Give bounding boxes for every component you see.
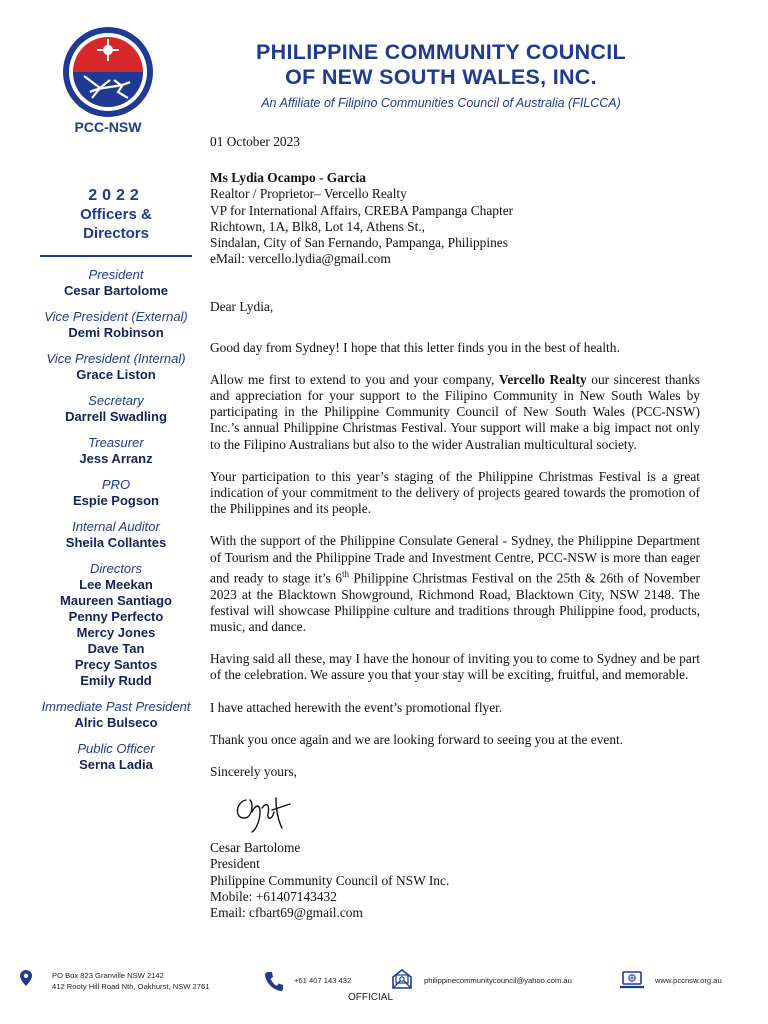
paragraph-flyer: I have attached herewith the event’s promotional flyer. [210,699,503,715]
pcc-nsw-logo [62,26,154,118]
officer-role: Vice President (External) [44,309,188,324]
officer-role: President [88,267,144,282]
paragraph-participation: Your participation to this year’s staging of the Philippine Christmas Festival is a great indication of your commitment to the delivery of projects geared towards the promotion of the Philippines and its people. [210,468,700,517]
officer-group [36,309,196,341]
paragraph-thanks-part-1: Allow me first to extend to you and your company, [210,371,499,387]
officer-name: Darrell Swadling [65,409,167,424]
officer-group [36,561,196,689]
officer-name: Maureen Santiago [60,593,172,608]
logo-caption: PCC-NSW [74,119,142,135]
officer-group [36,741,196,773]
officer-role: Directors [89,561,142,576]
officer-role: Public Officer [77,741,155,756]
recipient-name: Ms Lydia Ocampo - Garcia [210,170,366,186]
officer-group [36,351,196,383]
company-name: Vercello Realty [498,371,587,387]
officer-role: Vice President (Internal) [46,351,186,366]
location-pin-icon [20,970,32,986]
officer-name: Dave Tan [87,641,145,656]
sidebar-divider [40,255,192,257]
officer-name: Alric Bulseco [74,715,158,730]
footer [0,966,768,1024]
footer-official-label: OFFICIAL [348,992,394,1003]
footer-phone: +61 407 143 432 [294,976,352,985]
officer-name: Emily Rudd [80,673,152,688]
officer-group [36,699,196,731]
signatory-organization: Philippine Community Council of NSW Inc. [210,872,450,888]
organization-title [196,40,686,90]
officer-name: Serna Ladia [79,757,153,772]
paragraph-festival-part-1: With the support of the Philippine Consulate General - Sydney, the Philippine Department of Tourism and the Philippine Trade and Investment Centre, PCC-NSW is more than eager and ready to stage it’s 6 [210,533,700,586]
officer-role: Secretary [88,393,144,408]
officer-name: Jess Arranz [79,451,153,466]
closing: Sincerely yours, [210,763,298,779]
officer-name: Mercy Jones [76,625,156,640]
officer-group [36,393,196,425]
letter-body [210,134,700,921]
sidebar-heading-line-2: Directors [83,225,149,242]
recipient-address-line: eMail: vercello.lydia@gmail.com [210,251,391,267]
officer-group [36,519,196,551]
salutation: Dear Lydia, [210,299,274,315]
recipient-address-line: Realtor / Proprietor– Vercello Realty [210,186,407,202]
footer-email: philippinecommunitycouncil@yahoo.com.au [424,976,572,985]
signatory-email: Email: cfbart69@gmail.com [210,904,363,920]
footer-website: www.pccnsw.org.au [655,976,722,985]
paragraph-festival [210,533,700,635]
paragraph-thanks-part-2: our sincerest thanks and appreciation for your support to the Filipino Community in New South Wales by participating in the Philippine Community Council of New South Wales (PCC-NSW) Inc.’s annual Philippine Christmas Festival. Your support will make a big impact not only to the Filipino Australians but also to the wider Australian multicultural society. [210,371,701,452]
signatory-name: Cesar Bartolome [210,840,301,856]
officer-name: Grace Liston [76,367,156,382]
officer-name: Precy Santos [74,657,158,672]
sidebar-year: 2022 [88,187,144,204]
paragraph-festival-part-2: Philippine Christmas Festival on the 25th & 26th of November 2023 at the Blacktown Showground, Richmond Road, Blacktown City, NSW 2148. The festival will showcase Philippine culture and traditions through Philippine food, products, music, and dance. [210,570,700,634]
ordinal-suffix: th [341,568,349,579]
officer-role: Internal Auditor [72,519,160,534]
handwritten-signature [232,790,302,836]
letter-date: 01 October 2023 [210,134,300,149]
sidebar-heading-line-1: Officers & [80,206,152,223]
recipient-address-line: VP for International Affairs, CREBA Pampanga Chapter [210,202,514,218]
officer-role: PRO [101,477,131,492]
sidebar-heading [36,205,196,243]
officer-group [36,477,196,509]
officer-name: Lee Meekan [79,577,153,592]
officer-name: Cesar Bartolome [63,283,169,298]
officer-name: Penny Perfecto [68,609,164,624]
officer-name: Demi Robinson [68,325,164,340]
officer-group [36,435,196,467]
officer-role: Treasurer [88,435,144,450]
officer-role: Immediate Past President [41,699,191,714]
affiliate-subtitle: An Affiliate of Filipino Communities Council of Australia (FILCCA) [261,96,621,110]
paragraph-greeting: Good day from Sydney! I hope that this letter finds you in the best of health. [210,339,620,355]
footer-address-line-2: 412 Rooty Hill Road Nth, Oakhurst, NSW 2761 [52,982,210,991]
signatory-title: President [210,856,260,872]
officers-sidebar [36,186,196,783]
paragraph-thank-you: Thank you once again and we are looking forward to seeing you at the event. [210,731,624,747]
website-laptop-icon [620,971,644,989]
recipient-address [210,186,700,267]
officer-name: Espie Pogson [73,493,159,508]
paragraph-invitation: Having said all these, may I have the honour of inviting you to come to Sydney and be part of the celebration. We assure you that your stay will be exciting, fruitful, and memorable. [210,651,700,683]
officer-group [36,267,196,299]
footer-address-line-1: PO Box 823 Granville NSW 2142 [52,971,164,980]
officer-name: Sheila Collantes [65,535,167,550]
officer-list [36,267,196,773]
phone-icon [264,970,284,992]
title-line-2: OF NEW SOUTH WALES, INC. [285,65,597,89]
recipient-address-line: Sindalan, City of San Fernando, Pampanga, Philippines [210,235,508,251]
recipient-address-line: Richtown, 1A, Blk8, Lot 14, Athens St., [210,218,426,234]
email-icon [392,969,412,989]
paragraph-thanks [210,372,700,453]
signatory-mobile: Mobile: +61407143432 [210,888,337,904]
title-line-1: PHILIPPINE COMMUNITY COUNCIL [256,40,626,64]
